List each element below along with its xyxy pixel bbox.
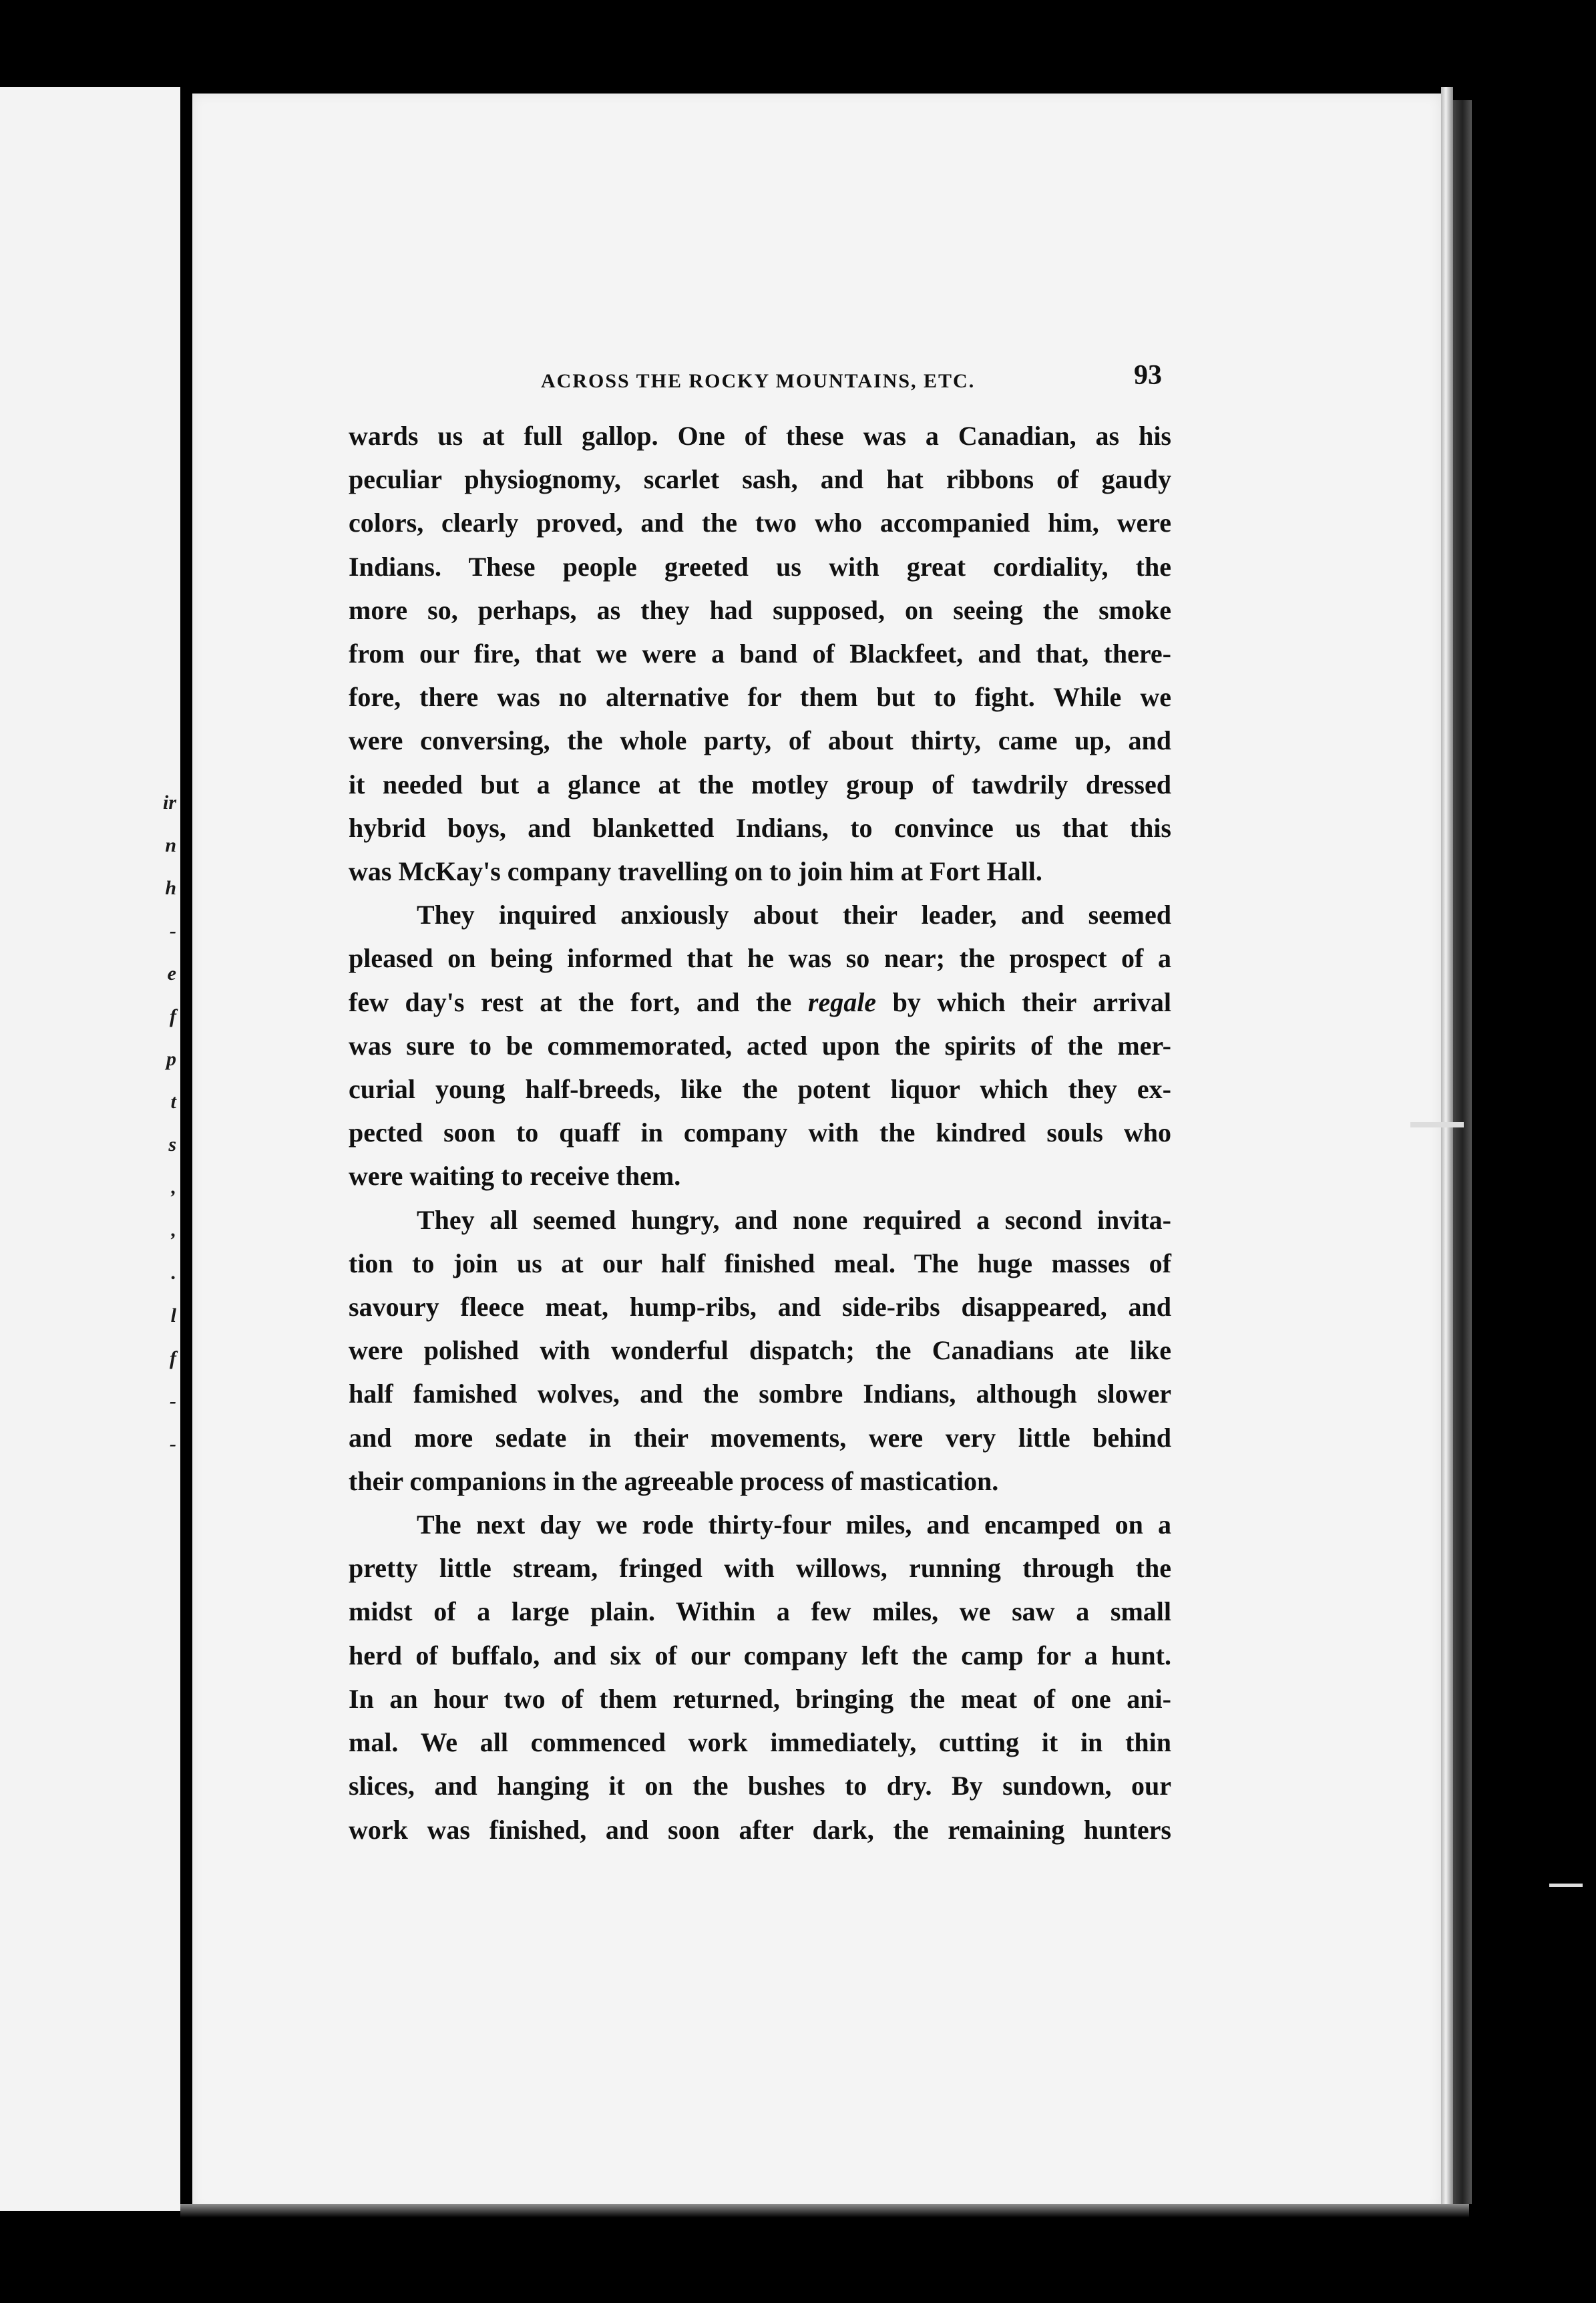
page-edge (1441, 87, 1453, 2218)
facing-page-fragment: h (165, 877, 176, 899)
facing-page-fragment: , (171, 1219, 176, 1241)
text-line: half famished wolves, and the sombre Indians, although slower (349, 1379, 1171, 1409)
text-line: They all seemed hungry, and none required a second invita- (417, 1204, 1171, 1235)
text-line: In an hour two of them returned, bringing the meat of one ani- (349, 1683, 1171, 1714)
text-line: pleased on being informed that he was so near; the prospect of a (349, 943, 1171, 974)
running-header (347, 359, 1162, 399)
scan-artifact-mark (1549, 1884, 1583, 1887)
text-line: work was finished, and soon after dark, the remaining hunters (349, 1814, 1171, 1845)
facing-page-fragment: ir (162, 791, 176, 814)
facing-page-fragment: t (170, 1091, 176, 1113)
text-line: mal. We all commenced work immediately, cutting it in thin (349, 1727, 1171, 1758)
paragraph (349, 1198, 1171, 1503)
text-line: midst of a large plain. Within a few miles, we saw a small (349, 1596, 1171, 1627)
paragraph (349, 1503, 1171, 1851)
facing-page-fragment: , (171, 1176, 176, 1198)
text-line: were conversing, the whole party, of about thirty, came up, and (349, 725, 1171, 756)
page-bottom-shadow (180, 2204, 1469, 2218)
text-line: slices, and hanging it on the bushes to dry. By sundown, our (349, 1771, 1171, 1801)
facing-page-fragment: . (171, 1262, 176, 1284)
text-line: their companions in the agreeable process of mastication. (349, 1465, 999, 1496)
gutter-shadow (180, 87, 192, 2218)
text-line: herd of buffalo, and six of our company left the camp for a hunt. (349, 1640, 1171, 1670)
text-line: was McKay's company travelling on to join him at Fort Hall. (349, 856, 1042, 887)
text-line: from our fire, that we were a band of Blackfeet, and that, there- (349, 639, 1171, 669)
facing-page-fragment: f (170, 1005, 176, 1027)
text-line: wards us at full gallop. One of these was a Canadian, as his (349, 421, 1171, 451)
paragraph (349, 893, 1171, 1198)
facing-page-fragment: - (170, 920, 176, 942)
text-line: few day's rest at the fort, and the regale by which their arrival (349, 987, 1171, 1017)
text-line: were waiting to receive them. (349, 1161, 681, 1192)
facing-page-fragment: n (165, 834, 176, 856)
facing-page-fragment: e (167, 962, 176, 985)
facing-page-fragment: - (170, 1390, 176, 1412)
body-text (349, 414, 1171, 1851)
facing-page-fragment: f (170, 1347, 176, 1369)
text-line: The next day we rode thirty-four miles, and encamped on a (417, 1510, 1171, 1540)
facing-page-fragment: s (168, 1133, 176, 1156)
facing-page-fragment: p (166, 1048, 176, 1070)
text-line: was sure to be commemorated, acted upon the spirits of the mer- (349, 1030, 1171, 1061)
running-title: ACROSS THE ROCKY MOUNTAINS, ETC. (541, 370, 976, 392)
text-line: more so, perhaps, as they had supposed, on seeing the smoke (349, 594, 1171, 625)
facing-page-edge (0, 87, 180, 2211)
text-line: hybrid boys, and blanketted Indians, to convince us that this (349, 812, 1171, 843)
text-line: pected soon to quaff in company with the kindred souls who (349, 1117, 1171, 1148)
text-line: and more sedate in their movements, were very little behind (349, 1422, 1171, 1453)
text-line: peculiar physiognomy, scarlet sash, and hat ribbons of gaudy (349, 464, 1171, 495)
paragraph (349, 414, 1171, 893)
text-line: Indians. These people greeted us with great cordiality, the (349, 551, 1171, 582)
facing-page-fragment: l (170, 1304, 176, 1326)
scan-artifact-mark (1410, 1122, 1464, 1127)
text-line: curial young half-breeds, like the potent liquor which they ex- (349, 1074, 1171, 1105)
binding-edge (1453, 100, 1472, 2204)
text-line: tion to join us at our half finished meal. The huge masses of (349, 1248, 1171, 1278)
facing-page-fragment: - (170, 1433, 176, 1455)
text-line: They inquired anxiously about their leader, and seemed (417, 900, 1171, 930)
text-line: fore, there was no alternative for them but to fight. While we (349, 682, 1171, 713)
text-line: savoury fleece meat, hump-ribs, and side-ribs disappeared, and (349, 1292, 1171, 1322)
text-line: colors, clearly proved, and the two who accompanied him, were (349, 508, 1171, 538)
text-line: were polished with wonderful dispatch; the Canadians ate like (349, 1335, 1171, 1366)
text-line: it needed but a glance at the motley group of tawdrily dressed (349, 769, 1171, 800)
text-line: pretty little stream, fringed with willows, running through the (349, 1553, 1171, 1584)
facing-page-fragments (150, 781, 176, 1465)
page-number: 93 (1134, 360, 1162, 391)
